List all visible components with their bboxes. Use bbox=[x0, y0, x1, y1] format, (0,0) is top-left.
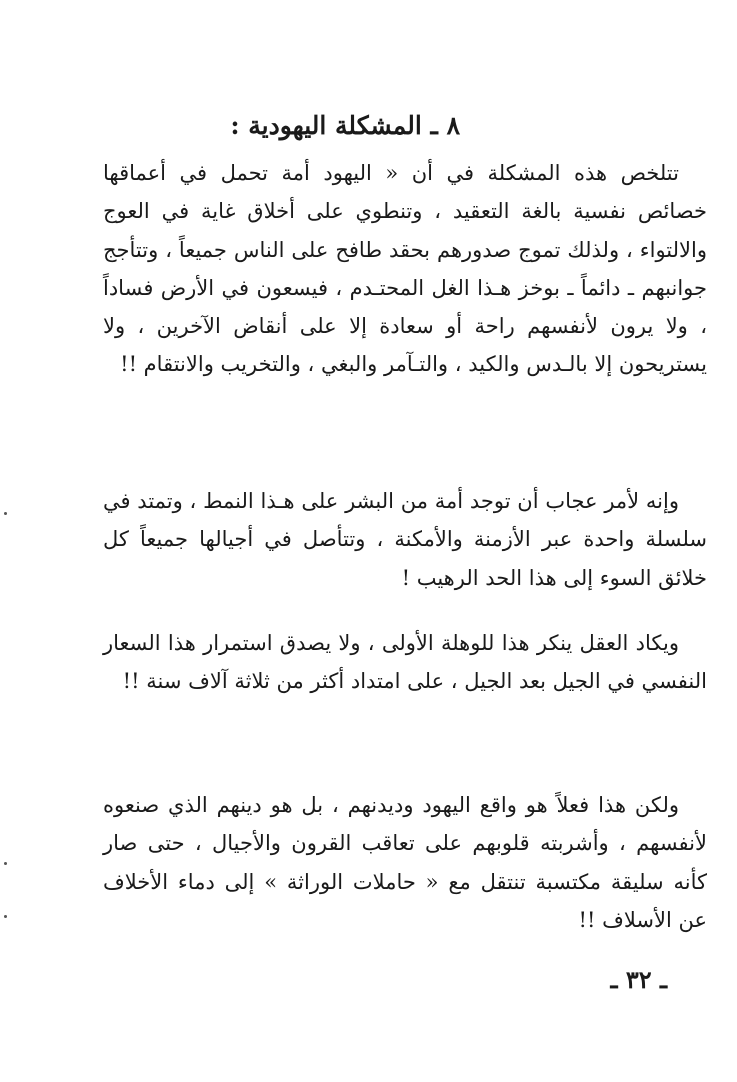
section-heading: ٨ ـ المشكلة اليهودية : bbox=[230, 111, 460, 140]
margin-dot-mark bbox=[4, 915, 7, 918]
margin-dot-mark bbox=[4, 512, 7, 515]
paragraph-3: ويكاد العقل ينكر هذا للوهلة الأولى ، ولا يصدق استمرار هذا السعار النفسي في الجيل بعد الجيل ، على امتداد أكثر من ثلاثة آلاف سنة !! bbox=[103, 631, 707, 694]
margin-dot-mark bbox=[4, 862, 7, 865]
page-number: ـ ٣٢ ـ bbox=[610, 965, 667, 994]
paragraph-1: تتلخص هذه المشكلة في أن « اليهود أمة تحمل في أعماقها خصائص نفسية بالغة التعقيد ، وتنطوي على أخلاق غاية في العوج والالتواء ، ولذلك تموج صدورهم بحقد طافح على الناس جميعاً ، وتتأجج جوانبهم ـ دائماً ـ بوخز هـذا الغل المحتـدم ، فيسعون في الأرض فساداً ، ولا يرون لأنفسهم راحة أو سعادة إلا على أنقاض الآخرين ، ولا يستريحون إلا بالـدس والكيد ، والتـآمر والبغي ، والتخريب والانتقام !! bbox=[103, 161, 707, 377]
paragraph-2: وإنه لأمر عجاب أن توجد أمة من البشر على هـذا النمط ، وتمتد في سلسلة واحدة عبر الأزمنة والأمكنة ، وتتأصل في أجيالها جميعاً كل خلائق السوء إلى هذا الحد الرهيب ! bbox=[103, 489, 707, 590]
paragraph-4: ولكن هذا فعلاً هو واقع اليهود وديدنهم ، بل هو دينهم الذي صنعوه لأنفسهم ، وأشربته قلوبهم على تعاقب القرون والأجيال ، حتى صار كأنه سليقة مكتسبة تنتقل مع « حاملات الوراثة » إلى دماء الأخلاف عن الأسلاف !! bbox=[103, 793, 707, 932]
